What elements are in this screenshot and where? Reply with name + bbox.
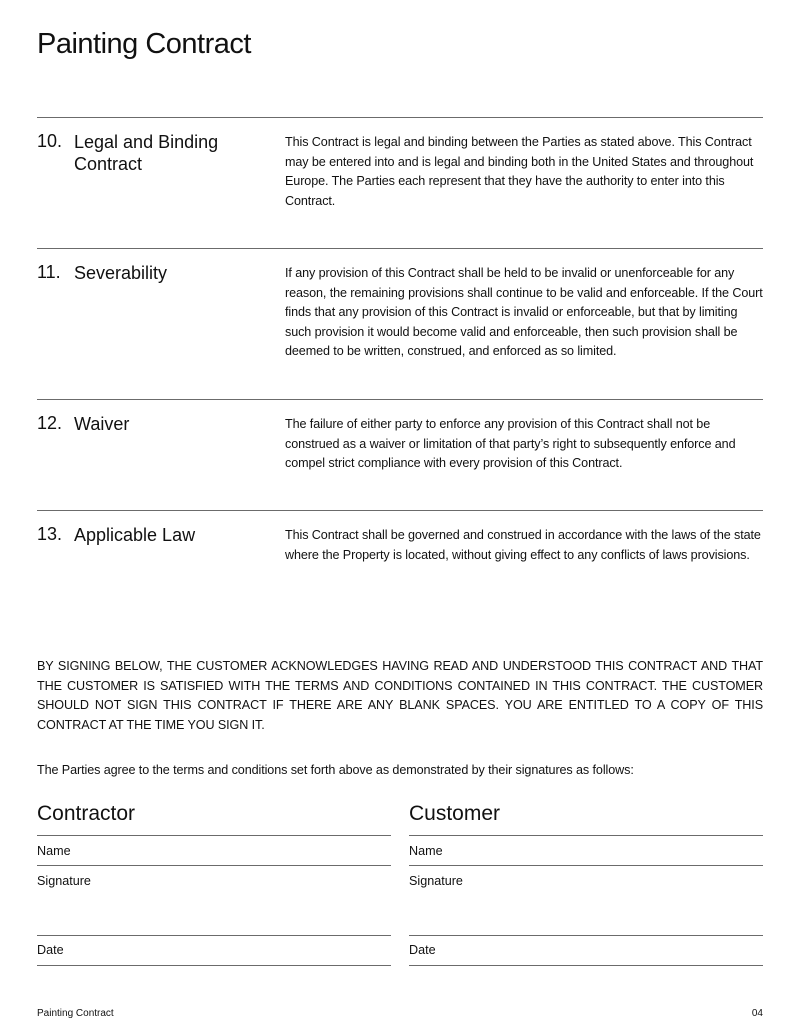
divider — [37, 248, 763, 249]
section-body: If any provision of this Contract shall be held to be invalid or unenforceable for any reason, the remaining provisions shall continue to be valid and enforceable. If the Court finds that any provision of this Contract is invalid or enforceable, but that by limiting such provision it would become valid and enforceable, then such provision shall be deemed to be written, construed, and enforced as so limited. — [285, 266, 763, 359]
divider — [37, 510, 763, 511]
name-field[interactable]: Name — [409, 844, 443, 858]
divider — [37, 865, 391, 866]
section-number: 11. — [37, 262, 61, 282]
section-title: Severability — [74, 263, 168, 283]
party-heading: Customer — [409, 802, 501, 825]
section-body: This Contract is legal and binding between the Parties as stated above. This Contract may be entered into and is legal and binding both in the United States and throughout Europe. The Parties each represent that they have the authority to enter into this Contract. — [285, 135, 754, 208]
divider — [409, 965, 763, 966]
divider — [37, 117, 763, 118]
divider — [37, 965, 391, 966]
section-number: 12. — [37, 413, 63, 433]
page-number: 04 — [751, 1008, 763, 1019]
divider — [409, 935, 763, 936]
divider — [409, 835, 763, 836]
date-field[interactable]: Date — [37, 943, 64, 957]
section-number: 10. — [37, 131, 63, 151]
divider — [37, 835, 391, 836]
signature-field[interactable]: Signature — [409, 874, 463, 888]
signature-field[interactable]: Signature — [37, 874, 91, 888]
divider — [37, 399, 763, 400]
divider — [37, 935, 391, 936]
section-title: Waiver — [74, 414, 130, 434]
section-number: 13. — [37, 524, 63, 544]
party-heading: Contractor — [37, 802, 136, 825]
section-body: The failure of either party to enforce any provision of this Contract shall not be construed as a waiver or limitation of that party’s right to subsequently enforce and compel strict compliance with every provision of this Contract. — [285, 417, 736, 471]
divider — [409, 865, 763, 866]
page-title: Painting Contract — [37, 28, 251, 60]
date-field[interactable]: Date — [409, 943, 436, 957]
name-field[interactable]: Name — [37, 844, 71, 858]
section-body: This Contract shall be governed and construed in accordance with the laws of the state where the Property is located, without giving effect to any conflicts of laws provisions. — [285, 528, 761, 562]
footer-title: Painting Contract — [37, 1008, 114, 1019]
section-title: Legal and Binding Contract — [74, 132, 219, 174]
agreement-text: The Parties agree to the terms and conditions set forth above as demonstrated by their signatures as follows: — [37, 763, 634, 777]
acknowledgement-text: BY SIGNING BELOW, THE CUSTOMER ACKNOWLEDGES HAVING READ AND UNDERSTOOD THIS CONTRACT AND THAT THE CUSTOMER IS SATISFIED WITH THE TERMS AND CONDITIONS CONTAINED IN THIS CONTRACT. THE CUSTOMER SHOULD NOT SIGN THIS CONTRACT IF THERE ARE ANY BLANK SPACES. YOU ARE ENTITLED TO A COPY OF THIS CONTRACT AT THE TIME YOU SIGN IT. — [37, 659, 763, 732]
section-title: Applicable Law — [74, 525, 196, 545]
